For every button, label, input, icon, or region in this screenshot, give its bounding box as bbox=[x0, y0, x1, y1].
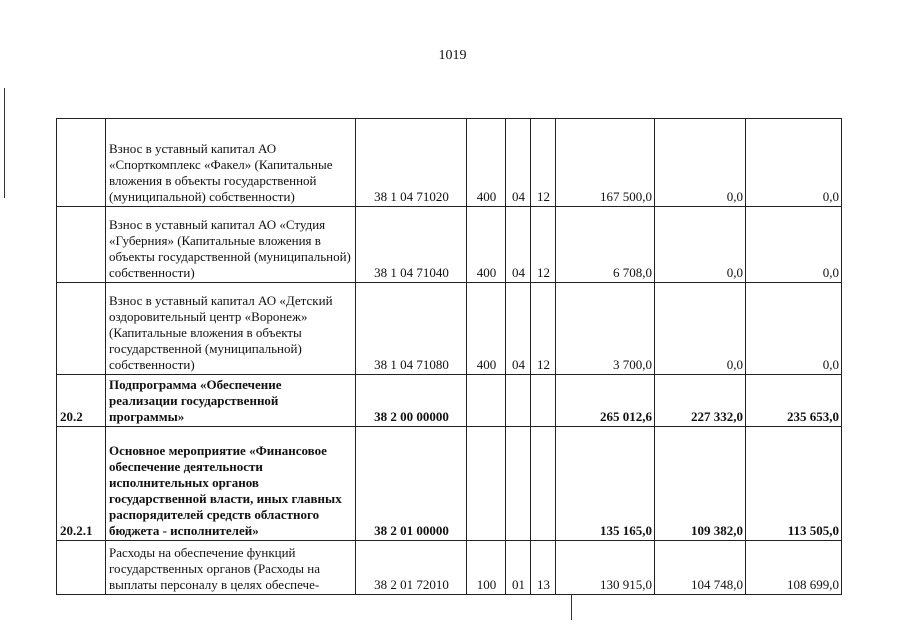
table-row bbox=[57, 375, 842, 427]
scan-artifact-bottom bbox=[571, 594, 572, 620]
row-pr: 12 bbox=[531, 119, 556, 207]
budget-table bbox=[56, 118, 842, 595]
row-amount-2: 227 332,0 bbox=[655, 375, 746, 427]
row-index: 20.2 bbox=[57, 375, 106, 427]
row-name: Взнос в уставный капитал АО «Студия «Губерния» (Капитальные вложения в объекты государственной (муниципальной) собственности) bbox=[106, 207, 356, 283]
row-vr: 400 bbox=[467, 207, 506, 283]
table-row bbox=[57, 541, 842, 595]
row-pr bbox=[531, 375, 556, 427]
row-amount-1: 135 165,0 bbox=[556, 427, 655, 541]
row-amount-3: 0,0 bbox=[746, 283, 842, 375]
row-vr: 100 bbox=[467, 541, 506, 595]
row-amount-1: 6 708,0 bbox=[556, 207, 655, 283]
row-index bbox=[57, 283, 106, 375]
row-code: 38 1 04 71040 bbox=[356, 207, 467, 283]
row-pr bbox=[531, 427, 556, 541]
row-rz: 04 bbox=[506, 207, 531, 283]
row-code: 38 1 04 71080 bbox=[356, 283, 467, 375]
row-amount-2: 0,0 bbox=[655, 119, 746, 207]
row-amount-3: 0,0 bbox=[746, 207, 842, 283]
table-row bbox=[57, 427, 842, 541]
row-rz: 04 bbox=[506, 283, 531, 375]
row-index bbox=[57, 119, 106, 207]
row-name: Взнос в уставный капитал АО «Детский оздоровительный центр «Воронеж» (Капитальные вложения в объекты государственной (муниципальной) собственности) bbox=[106, 283, 356, 375]
row-amount-3: 113 505,0 bbox=[746, 427, 842, 541]
table-row bbox=[57, 283, 842, 375]
row-index bbox=[57, 541, 106, 595]
row-amount-2: 0,0 bbox=[655, 207, 746, 283]
table-row bbox=[57, 207, 842, 283]
table-row bbox=[57, 119, 842, 207]
row-code: 38 2 01 00000 bbox=[356, 427, 467, 541]
row-name: Расходы на обеспечение функций государственных органов (Расходы на выплаты персоналу в целях обеспече- bbox=[106, 541, 356, 595]
row-amount-3: 108 699,0 bbox=[746, 541, 842, 595]
row-code: 38 1 04 71020 bbox=[356, 119, 467, 207]
row-amount-2: 104 748,0 bbox=[655, 541, 746, 595]
page-number: 1019 bbox=[438, 48, 467, 63]
row-vr bbox=[467, 427, 506, 541]
row-amount-1: 265 012,6 bbox=[556, 375, 655, 427]
row-pr: 12 bbox=[531, 207, 556, 283]
row-pr: 12 bbox=[531, 283, 556, 375]
row-amount-1: 167 500,0 bbox=[556, 119, 655, 207]
row-name: Основное мероприятие «Финансовое обеспечение деятельности исполнительных органов государственной власти, иных главных распорядителей средств областного бюджета - исполнителей» bbox=[106, 427, 356, 541]
row-index bbox=[57, 207, 106, 283]
row-index: 20.2.1 bbox=[57, 427, 106, 541]
row-code: 38 2 00 00000 bbox=[356, 375, 467, 427]
row-rz: 04 bbox=[506, 119, 531, 207]
row-amount-2: 109 382,0 bbox=[655, 427, 746, 541]
row-amount-2: 0,0 bbox=[655, 283, 746, 375]
row-name: Подпрограмма «Обеспечение реализации государственной программы» bbox=[106, 375, 356, 427]
row-code: 38 2 01 72010 bbox=[356, 541, 467, 595]
row-amount-3: 235 653,0 bbox=[746, 375, 842, 427]
row-amount-1: 130 915,0 bbox=[556, 541, 655, 595]
row-pr: 13 bbox=[531, 541, 556, 595]
row-rz: 01 bbox=[506, 541, 531, 595]
row-vr: 400 bbox=[467, 119, 506, 207]
scan-artifact-left bbox=[4, 88, 5, 198]
row-name: Взнос в уставный капитал АО «Спорткомплекс «Факел» (Капитальные вложения в объекты государственной (муниципальной) собственности) bbox=[106, 119, 356, 207]
row-vr bbox=[467, 375, 506, 427]
row-rz bbox=[506, 427, 531, 541]
row-vr: 400 bbox=[467, 283, 506, 375]
row-rz bbox=[506, 375, 531, 427]
row-amount-1: 3 700,0 bbox=[556, 283, 655, 375]
row-amount-3: 0,0 bbox=[746, 119, 842, 207]
